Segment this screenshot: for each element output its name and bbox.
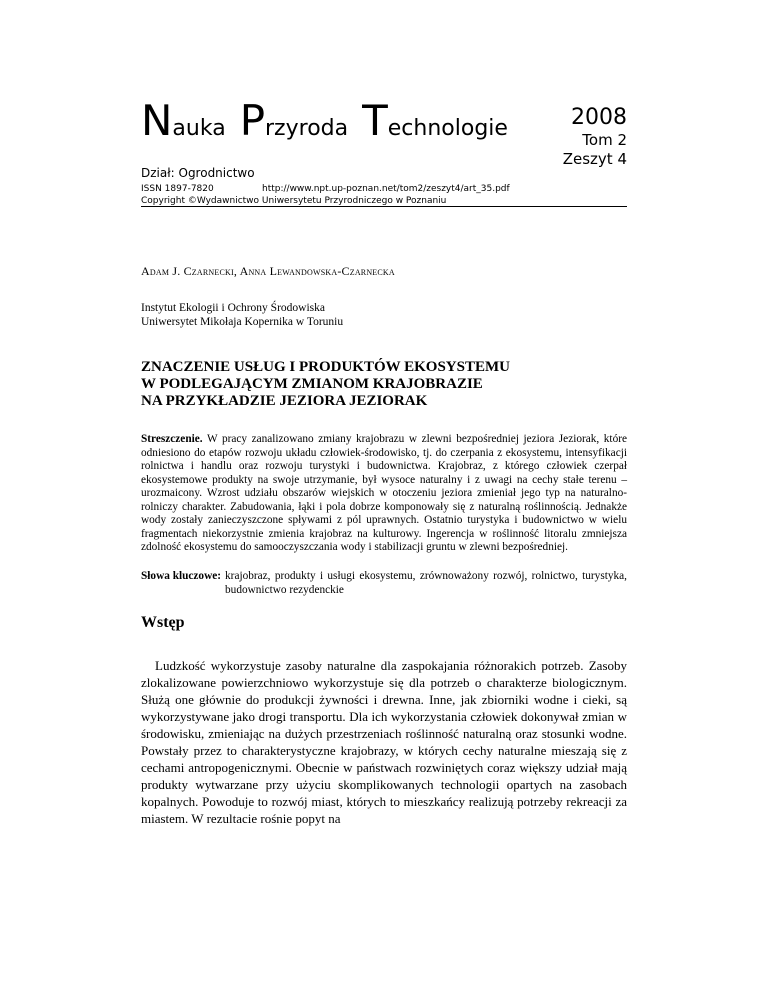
section-category: Dział: Ogrodnictwo	[141, 166, 255, 180]
issn: ISSN 1897-7820	[141, 184, 214, 194]
abstract	[141, 433, 627, 555]
paper-title-line-3: NA PRZYKŁADZIE JEZIORA JEZIORAK	[141, 393, 428, 409]
issue-year: 2008	[571, 105, 627, 130]
paper-title-line-2: W PODLEGAJĄCYM ZMIANOM KRAJOBRAZIE	[141, 376, 483, 392]
abstract-text: W pracy zanalizowano zmiany krajobrazu w zlewni bezpośredniej jeziora Jeziorak, które odniesiono do etapów rozwoju układu człowiek-środowisko, tj. do czerpania z ekosystemu, intensyfikacji rolnictwa i handlu oraz rozwoju turystyki i budownictwa. Krajobraz, z którego człowiek czerpał ekosystemowe produkty na swoje utrzymanie, był wysoce naturalny i z uwagi na cechy stałe terenu – urozmaicony. Wzrost udziału obszarów wiejskich w otoczeniu jeziora zmieniał jego typ na naturalno-rolniczy charakter. Zabudowania, łąki i pola dobrze komponowały się z naturalną roślinnością. Jednakże wody zostały zanieczyszczone spływami z pól uprawnych. Ostatnio turystyka i budownictwo w wielu fragmentach niekorzystnie zmienia krajobraz na kulturowy. Ingerencja w roślinność litoralu zmniejsza zdolność ekosystemu do samooczyszczania wody i stabilizacji gruntu w zlewni bezpośredniej.	[141, 433, 627, 553]
affiliation-institute: Instytut Ekologii i Ochrony Środowiska	[141, 302, 325, 314]
paper-title	[141, 359, 627, 410]
keywords-label: Słowa kluczowe:	[141, 570, 222, 582]
journal-word-2: rzyroda	[265, 116, 349, 141]
issue-number: Zeszyt 4	[562, 150, 627, 168]
journal-title	[141, 96, 508, 145]
article-url[interactable]: http://www.npt.up-poznan.net/tom2/zeszyt4/art_35.pdf	[262, 184, 510, 194]
abstract-label: Streszczenie.	[141, 433, 203, 445]
journal-initial-1: N	[141, 96, 173, 145]
issue-info	[563, 105, 627, 169]
journal-initial-2: P	[239, 96, 266, 145]
affiliation-university: Uniwersytet Mikołaja Kopernika w Toruniu	[141, 316, 344, 328]
keywords-text: krajobraz, produkty i usługi ekosystemu, zrównoważony rozwój, rolnictwo, turystyka, budownictwo rezydenckie	[225, 570, 627, 596]
journal-word-3: echnologie	[387, 116, 508, 141]
body-paragraph: Ludzkość wykorzystuje zasoby naturalne dla zaspokajania różnorakich potrzeb. Zasoby zlokalizowane powierzchniowo wykorzystuje się dla potrzeb o charakterze biologicznym. Służą one głównie do produkcji żywności i drewna. Inne, jak zbiorniki wodne i cieki, są wykorzystywane jako drogi transportu. Dla ich wykorzystania człowiek dokonywał zmian w środowisku, zmieniając na dużych przestrzeniach roślinność naturalną oraz stosunki wodne. Powstały przez to charakterystyczne krajobrazy, w których cechy naturalne mieszają się z cechami antropogenicznymi. Obecnie w państwach rozwiniętych coraz większy udział mają produkty wytwarzane przy użyciu skomplikowanych technologii opartych na zasobach kopalnych. Powoduje to rozwój miast, których to mieszkańcy realizują potrzeby rekreacji za miastem. W rezultacie rośnie popyt na	[141, 658, 627, 826]
keywords	[141, 570, 627, 597]
copyright: Copyright ©Wydawnictwo Uniwersytetu Przyrodniczego w Poznaniu	[141, 196, 447, 206]
paper-title-line-1: ZNACZENIE USŁUG I PRODUKTÓW EKOSYSTEMU	[141, 359, 510, 375]
issue-volume: Tom 2	[582, 131, 627, 149]
journal-word-1: auka	[172, 116, 226, 141]
journal-initial-3: T	[362, 96, 388, 145]
publication-meta	[141, 183, 510, 207]
affiliation	[141, 301, 343, 329]
authors: Adam J. Czarnecki, Anna Lewandowska-Czarnecka	[141, 264, 395, 278]
section-heading: Wstęp	[141, 614, 185, 631]
header-divider	[141, 206, 627, 207]
